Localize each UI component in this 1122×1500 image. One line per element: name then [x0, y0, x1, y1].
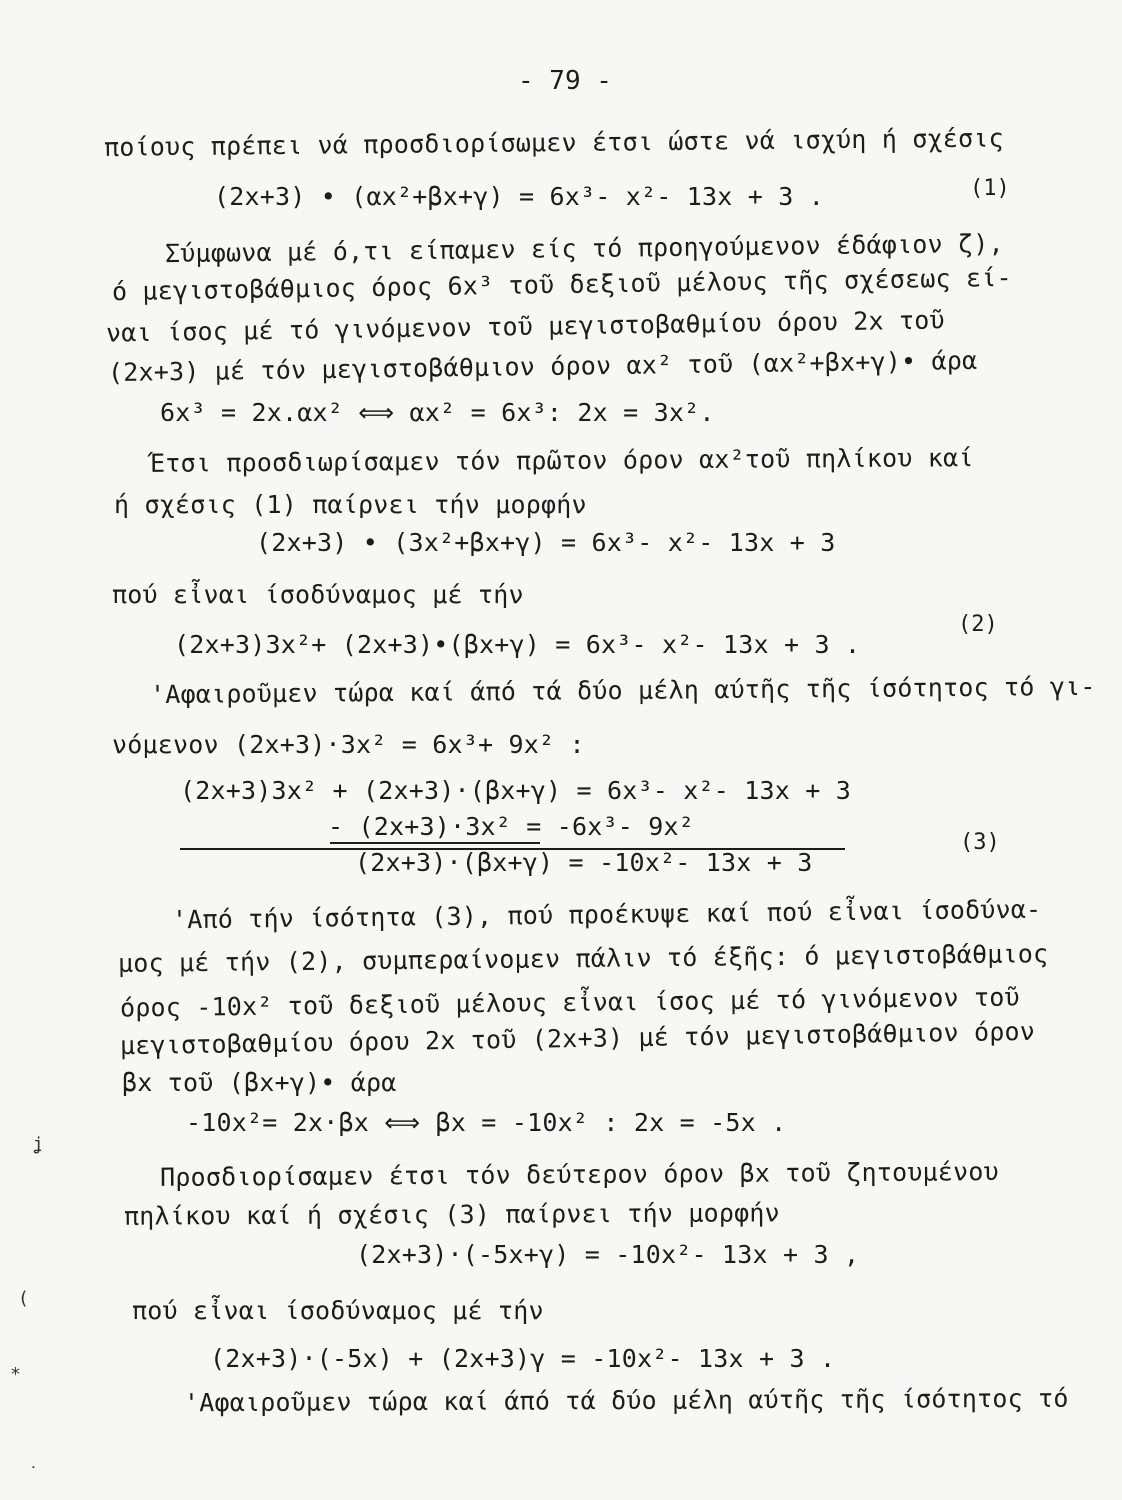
text-line: Σύμφωνα μέ ό,τι είπαμεν είς τό προηγούμενον έδάφιον ζ), — [164, 228, 1004, 269]
equation-number: (2) — [958, 612, 998, 637]
text-line: (2x+3) μέ τόν μεγιστοβάθμιον όρον αx² τοῦ (αx²+βx+γ)• άρα — [107, 345, 978, 388]
equation-line: (2x+3)3x² + (2x+3)·(βx+γ) = 6x³- x²- 13x + 3 — [180, 776, 852, 805]
underline — [330, 842, 540, 844]
text-line: Έτσι προσδιωρίσαμεν τόν πρῶτον όρον αx²τοῦ πηλίκου καί — [149, 443, 974, 478]
margin-mark: ʝ — [32, 1134, 43, 1155]
equation-line: (2x+3) • (3x²+βx+γ) = 6x³- x²- 13x + 3 — [256, 528, 836, 557]
text-line: μεγιστοβαθμίου όρου 2x τοῦ (2x+3) μέ τόν μεγιστοβάθμιον όρον — [119, 1016, 1036, 1061]
text-line: βx τοῦ (βx+γ)• άρα — [122, 1068, 397, 1097]
margin-mark: * — [10, 1364, 21, 1385]
text-line: μος μέ τήν (2), συμπεραίνομεν πάλιν τό έξῆς: ό μεγιστοβάθμιος — [117, 939, 1049, 978]
equation-number: (3) — [960, 830, 1000, 855]
text-line: 'Αφαιροῦμεν τώρα καί άπό τά δύο μέλη αύτῆς τῆς ίσότητος τό γι- — [149, 671, 1096, 710]
equation-line: (2x+3)3x²+ (2x+3)•(βx+γ) = 6x³- x²- 13x + 3 . — [174, 630, 861, 659]
text-line: πού εἶναι ίσοδύναμος μέ τήν — [112, 580, 524, 609]
equation-line: - (2x+3)·3x² = -6x³- 9x² — [328, 812, 695, 841]
equation-line: (2x+3)·(βx+γ) = -10x²- 13x + 3 — [355, 848, 813, 877]
equation-line: 6x³ = 2x.αx² ⟺ αx² = 6x³: 2x = 3x². — [160, 398, 715, 427]
text-line: νόμενον (2x+3)·3x² = 6x³+ 9x² : — [112, 730, 585, 759]
page-number: - 79 - — [518, 66, 612, 96]
text-line: ποίους πρέπει νά προσδιορίσωμεν έτσι ώστε νά ισχύη ή σχέσις — [103, 123, 1004, 162]
equation-line: -10x²= 2x·βx ⟺ βx = -10x² : 2x = -5x . — [186, 1108, 787, 1137]
text-line: ναι ίσος μέ τό γινόμενον τοῦ μεγιστοβαθμίου όρου 2x τοῦ — [105, 305, 945, 348]
text-line: ή σχέσις (1) παίρνει τήν μορφήν — [114, 490, 587, 519]
text-line: 'Αφαιροῦμεν τώρα καί άπό τά δύο μέλη αύτῆς τῆς ίσότητος τό — [183, 1383, 1069, 1418]
text-line: 'Από τήν ίσότητα (3), πού προέκυψε καί πού εἶναι ίσοδύνα- — [171, 894, 1042, 935]
text-line: όρος -10x² τοῦ δεξιοῦ μέλους εἶναι ίσος μέ τό γινόμενον τοῦ — [119, 982, 1020, 1023]
text-line: πού εἶναι ίσοδύναμος μέ τήν — [132, 1296, 544, 1325]
text-line: πηλίκου καί ή σχέσις (3) παίρνει τήν μορφήν — [123, 1198, 780, 1231]
equation-line: (2x+3)·(-5x+γ) = -10x²- 13x + 3 , — [356, 1240, 860, 1269]
text-line: Προσδιορίσαμεν έτσι τόν δεύτερον όρον βx τοῦ ζητουμένου — [159, 1157, 999, 1192]
text-line: ό μεγιστοβάθμιος όρος 6x³ τοῦ δεξιοῦ μέλους τῆς σχέσεως εί- — [111, 262, 1012, 307]
equation-line: (2x+3) • (αx²+βx+γ) = 6x³- x²- 13x + 3 . — [214, 182, 825, 211]
margin-mark: ( — [18, 1288, 29, 1309]
equation-line: (2x+3)·(-5x) + (2x+3)γ = -10x²- 13x + 3 . — [210, 1344, 836, 1373]
equation-number: (1) — [970, 176, 1010, 201]
margin-mark: ˙ — [28, 1464, 39, 1485]
